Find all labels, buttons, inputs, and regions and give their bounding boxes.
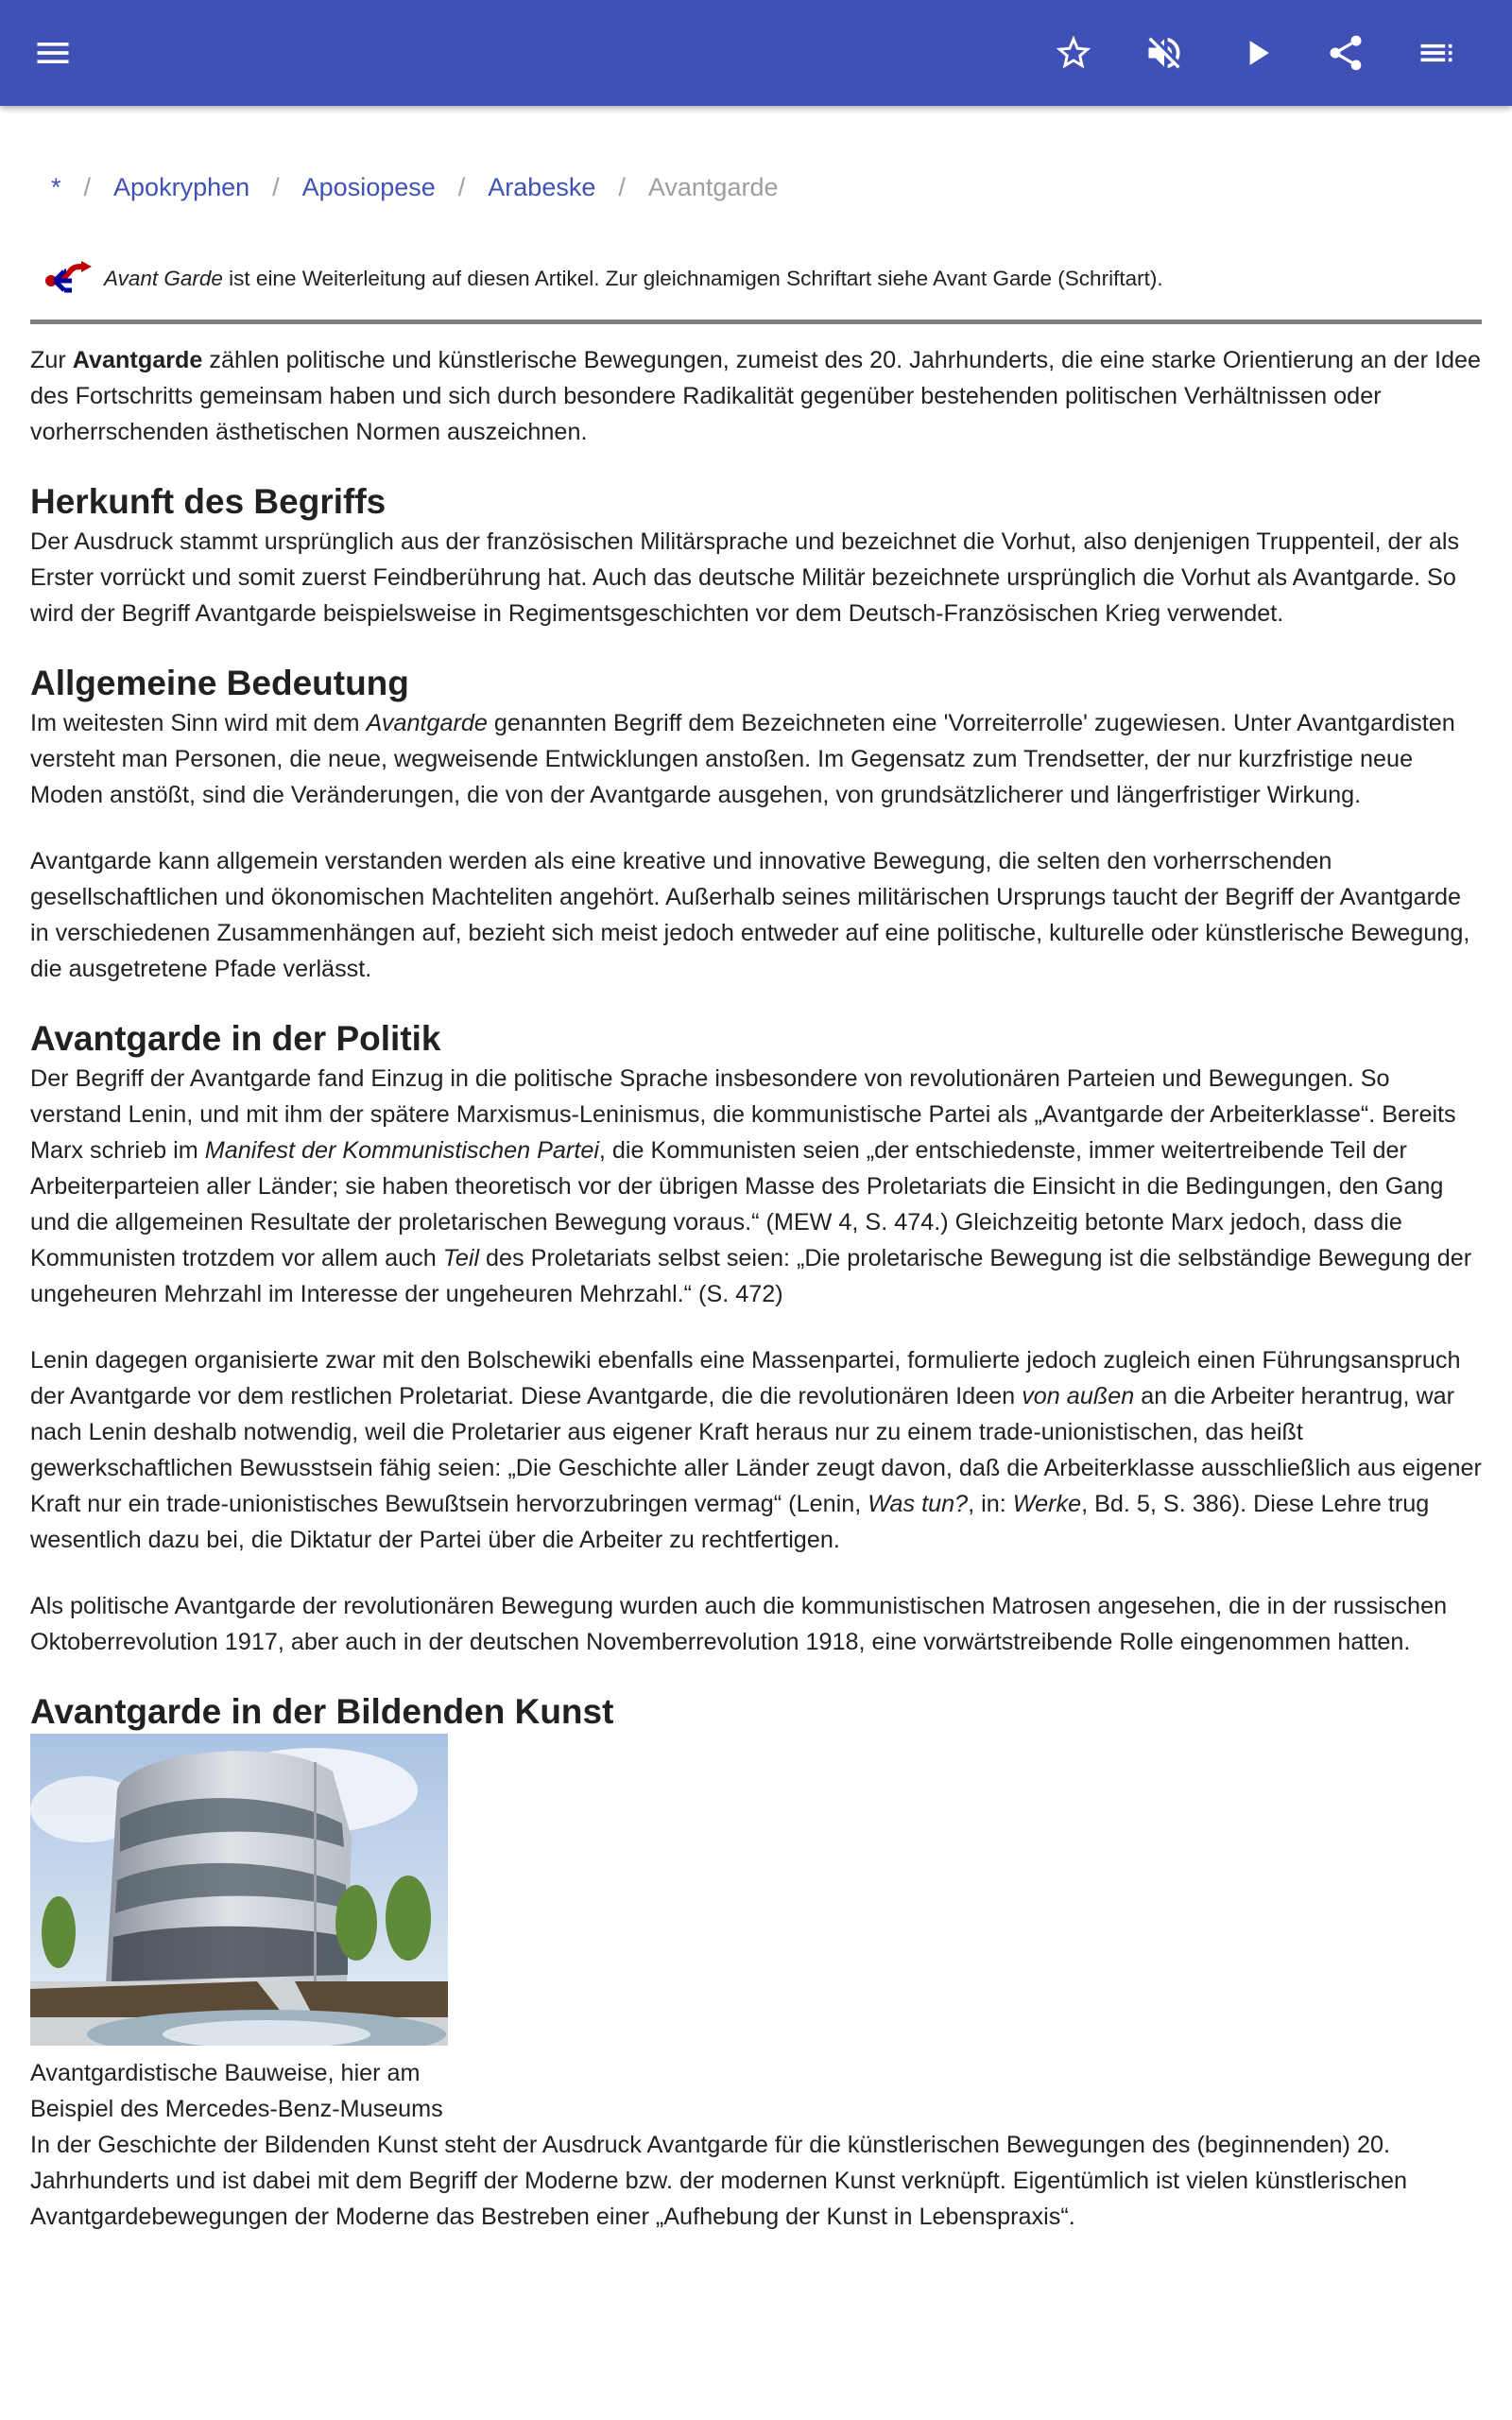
hatnote-term: Avant Garde: [104, 267, 223, 290]
paragraph: Der Ausdruck stammt ursprünglich aus der französischen Militärsprache und bezeichnet die Vorhut, also denjenigen Truppenteil, der als Erster vorrückt und somit zuerst Feindberührung hat. Auch das deutsche Militär bezeichnete ursprünglich die Vorhut als Avantgarde. So wird der Begriff Avantgarde beispielsweise in Regimentsgeschichten vor dem Deutsch-Französischen Krieg verwendet.: [30, 528, 1460, 627]
breadcrumb-separator: /: [83, 172, 92, 201]
paragraph: In der Geschichte der Bildenden Kunst steht der Ausdruck Avantgarde für die künstlerischen Bewegungen des (beginnenden) 20. Jahrhunderts und ist dabei mit dem Begriff der Moderne bzw. der modernen Kunst verknüpft. Eigentümlich ist vielen künstlerischen Avantgardebewegungen der Moderne das Bestreben einer „Aufhebung der Kunst in Lebenspraxis“.: [30, 2132, 1407, 2230]
redirect-hatnote: [30, 257, 1163, 301]
breadcrumb: [51, 168, 779, 206]
share-icon: [1325, 32, 1366, 74]
mute-button[interactable]: [1138, 26, 1191, 79]
hamburger-menu-icon: [32, 32, 74, 74]
paragraph: Als politische Avantgarde der revolutionären Bewegung wurden auch die kommunistischen Matrosen angesehen, die in der russischen Oktoberrevolution 1917, aber auch in der deutschen Novemberrevolution 1918, eine vorwärtstreibende Rolle eingenommen hatten.: [30, 1593, 1448, 1655]
play-icon: [1236, 32, 1278, 74]
intro-bold-term: Avantgarde: [72, 347, 203, 373]
breadcrumb-item-arabeske[interactable]: Arabeske: [488, 172, 596, 201]
breadcrumb-item-aposiopese[interactable]: Aposiopese: [301, 172, 436, 201]
breadcrumb-separator: /: [457, 172, 466, 201]
paragraph: Lenin dagegen organisierte zwar mit den Bolschewiki ebenfalls eine Massenpartei, formulierte jedoch zugleich einen Führungsanspruch der Avantgarde vor dem restlichen Proletariat. Diese Avantgarde, die die revolutionären Ideen von außen an die Arbeiter herantrug, war nach Lenin deshalb notwendig, weil die Proletarier aus eigener Kraft heraus nur zu einem trade-unionistischen, das heißt gewerkschaftlichen Bewusstsein fähig seien: „Die Geschichte aller Länder zeugt davon, daß die Arbeiterklasse ausschließlich aus eigener Kraft nur ein trade-unionistisches Bewußtsein hervorzubringen vermag“ (Lenin, Was tun?, in: Werke, Bd. 5, S. 386). Diese Lehre trug wesentlich dazu bei, die Diktatur der Partei über die Arbeiter zu rechtfertigen.: [30, 1347, 1482, 1553]
star-outline-icon: [1053, 32, 1094, 74]
play-button[interactable]: [1230, 26, 1283, 79]
share-button[interactable]: [1319, 26, 1372, 79]
playlist-icon: [1416, 32, 1457, 74]
paragraph: Avantgarde kann allgemein verstanden werden als eine kreative und innovative Bewegung, die selten den vorherrschenden gesellschaftlichen und ökonomischen Machteliten angehört. Außerhalb seines militärischen Ursprungs taucht der Begriff der Avantgarde in verschiedenen Zusammenhängen auf, bezieht sich meist jedoch entweder auf eine politische, kulturelle oder künstlerische Bewegung, die ausgetretene Pfade verlässt.: [30, 848, 1470, 982]
section-heading-bildende-kunst: Avantgarde in der Bildenden Kunst: [30, 1692, 614, 1731]
breadcrumb-separator: /: [618, 172, 626, 201]
breadcrumb-item-home[interactable]: *: [51, 172, 61, 201]
header-divider: [30, 320, 1482, 324]
volume-off-icon: [1143, 32, 1185, 74]
figure: [30, 1734, 448, 2127]
section-heading-politik: Avantgarde in der Politik: [30, 1019, 441, 1058]
hatnote-text: ist eine Weiterleitung auf diesen Artikel. Zur gleichnamigen Schriftart siehe Avant Garde (Schriftart).: [222, 267, 1163, 290]
redirect-arrow-icon: [43, 260, 93, 298]
intro-paragraph: Zur Avantgarde zählen politische und künstlerische Bewegungen, zumeist des 20. Jahrhunderts, die eine starke Orientierung an der Idee des Fortschritts gemeinsam haben und sich durch besondere Radikalität gegenüber bestehenden politischen Verhältnissen oder vorherrschenden ästhetischen Normen auszeichnen.: [30, 347, 1481, 445]
section-heading-herkunft: Herkunft des Begriffs: [30, 482, 387, 521]
breadcrumb-separator: /: [272, 172, 280, 201]
bookmark-button[interactable]: [1047, 26, 1100, 79]
paragraph: Der Begriff der Avantgarde fand Einzug in die politische Sprache insbesondere von revolutionären Parteien und Bewegungen. So verstand Lenin, und mit ihm der spätere Marxismus-Leninismus, die kommunistische Partei als „Avantgarde der Arbeiterklasse“. Bereits Marx schrieb im Manifest der Kommunistischen Partei, die Kommunisten seien „der entschiedenste, immer weitertreibende Teil der Arbeiterparteien aller Länder; sie haben theoretisch vor der übrigen Masse des Proletariats die Einsicht in die Bedingungen, den Gang und die allgemeinen Resultate der proletarischen Bewegung voraus.“ (MEW 4, S. 474.) Gleichzeitig betonte Marx jedoch, dass die Kommunisten trotzdem vor allem auch Teil des Proletariats selbst seien: „Die proletarische Bewegung ist die selbständige Bewegung der ungeheuren Mehrzahl im Interesse der ungeheuren Mehrzahl.“ (S. 472): [30, 1065, 1472, 1307]
breadcrumb-current: Avantgarde: [647, 172, 779, 201]
mercedes-benz-museum-photo[interactable]: [30, 1734, 448, 2046]
app-toolbar: [0, 0, 1512, 106]
paragraph: Im weitesten Sinn wird mit dem Avantgarde genannten Begriff dem Bezeichneten eine 'Vorreiterrolle' zugewiesen. Unter Avantgardisten versteht man Personen, die neue, wegweisende Entwicklungen anstoßen. Im Gegensatz zum Trendsetter, der nur kurzfristige neue Moden anstößt, sind die Veränderungen, die von der Avantgarde ausgehen, von grundsätzlicherer und längerfristiger Wirkung.: [30, 710, 1455, 808]
breadcrumb-item-apokryphen[interactable]: Apokryphen: [113, 172, 250, 201]
section-heading-allgemeine-bedeutung: Allgemeine Bedeutung: [30, 664, 409, 702]
toc-button[interactable]: [1410, 26, 1463, 79]
figure-caption: Avantgardistische Bauweise, hier am Beispiel des Mercedes-Benz-Museums: [30, 2060, 443, 2122]
article-body: [30, 342, 1482, 2265]
menu-button[interactable]: [26, 26, 79, 79]
